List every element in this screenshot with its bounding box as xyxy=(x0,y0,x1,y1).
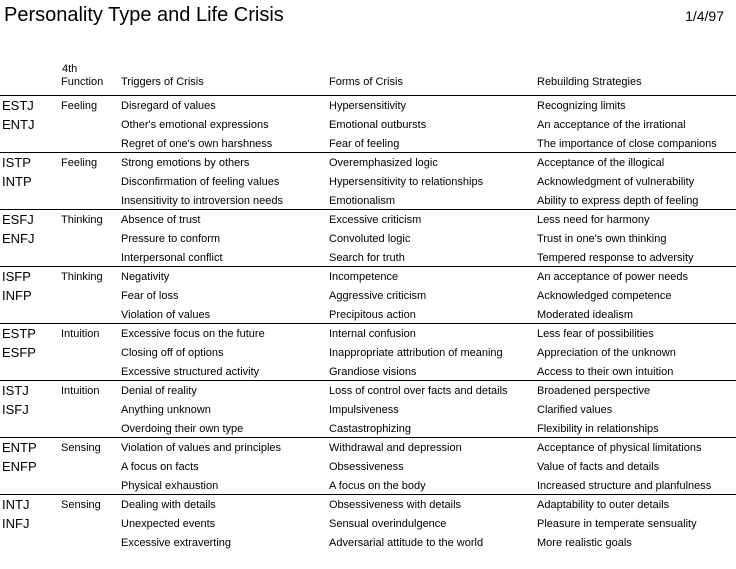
fourth-function: Sensing xyxy=(61,442,101,454)
crisis-form: Loss of control over facts and details xyxy=(329,385,508,397)
crisis-trigger: Fear of loss xyxy=(121,290,179,302)
personality-type: INFJ xyxy=(2,516,30,531)
crisis-trigger: Excessive focus on the future xyxy=(121,328,265,340)
crisis-form: A focus on the body xyxy=(329,480,426,492)
crisis-form: Obsessiveness xyxy=(329,461,404,473)
rebuilding-strategy: Less need for harmony xyxy=(537,214,650,226)
crisis-trigger: Disconfirmation of feeling values xyxy=(121,176,280,188)
type-group xyxy=(0,381,736,438)
rebuilding-strategy: Increased structure and planfulness xyxy=(537,480,712,492)
rebuilding-strategy: Appreciation of the unknown xyxy=(537,347,676,359)
rebuilding-strategy: Tempered response to adversity xyxy=(537,252,694,264)
rebuilding-strategy: Acknowledgment of vulnerability xyxy=(537,176,695,188)
fourth-function: Thinking xyxy=(61,214,103,226)
crisis-trigger: Anything unknown xyxy=(121,404,211,416)
crisis-form: Incompetence xyxy=(329,271,399,283)
rebuilding-strategy: An acceptance of the irrational xyxy=(537,119,686,131)
fourth-function: Thinking xyxy=(61,271,103,283)
header-rebuilding: Rebuilding Strategies xyxy=(537,76,642,88)
fourth-function: Feeling xyxy=(61,100,98,112)
rebuilding-strategy: More realistic goals xyxy=(537,537,632,549)
rebuilding-strategy: Acceptance of the illogical xyxy=(537,157,665,169)
crisis-trigger: Disregard of values xyxy=(121,100,216,112)
rebuilding-strategy: Less fear of possibilities xyxy=(537,328,654,340)
personality-type: ISFP xyxy=(2,269,31,284)
personality-type: ISTJ xyxy=(2,383,29,398)
rebuilding-strategy: Recognizing limits xyxy=(537,100,626,112)
personality-type: ENFP xyxy=(2,459,37,474)
crisis-form: Grandiose visions xyxy=(329,366,417,378)
header-forms: Forms of Crisis xyxy=(329,76,403,88)
type-group xyxy=(0,153,736,210)
crisis-form: Emotional outbursts xyxy=(329,119,427,131)
crisis-form: Withdrawal and depression xyxy=(329,442,462,454)
crisis-form: Sensual overindulgence xyxy=(329,518,447,530)
header-4th-function-line2: Function xyxy=(61,76,104,88)
crisis-trigger: Violation of values and principles xyxy=(121,442,282,454)
rebuilding-strategy: Acknowledged competence xyxy=(537,290,672,302)
type-group xyxy=(0,96,736,153)
personality-type: INTP xyxy=(2,174,32,189)
fourth-function: Intuition xyxy=(61,328,100,340)
crisis-form: Precipitous action xyxy=(329,309,416,321)
crisis-trigger: Dealing with details xyxy=(121,499,216,511)
personality-type: ISFJ xyxy=(2,402,29,417)
crisis-trigger: Regret of one's own harshness xyxy=(121,138,273,150)
crisis-form: Hypersensitivity xyxy=(329,100,407,112)
rebuilding-strategy: Ability to express depth of feeling xyxy=(537,195,699,207)
rebuilding-strategy: Broadened perspective xyxy=(537,385,651,397)
personality-type: ENFJ xyxy=(2,231,35,246)
crisis-form: Fear of feeling xyxy=(329,138,400,150)
personality-type: INTJ xyxy=(2,497,30,512)
rebuilding-strategy: Flexibility in relationships xyxy=(537,423,659,435)
crisis-trigger: Excessive extraverting xyxy=(121,537,232,549)
rebuilding-strategy: Pleasure in temperate sensuality xyxy=(537,518,697,530)
personality-type: ENTJ xyxy=(2,117,35,132)
fourth-function: Intuition xyxy=(61,385,100,397)
crisis-form: Internal confusion xyxy=(329,328,416,340)
rebuilding-strategy: Trust in one's own thinking xyxy=(537,233,667,245)
crisis-form: Obsessiveness with details xyxy=(329,499,462,511)
personality-type: ESFP xyxy=(2,345,36,360)
crisis-trigger: Interpersonal conflict xyxy=(121,252,223,264)
crisis-form: Overemphasized logic xyxy=(329,157,438,169)
crisis-trigger: Denial of reality xyxy=(121,385,197,397)
crisis-form: Emotionalism xyxy=(329,195,396,207)
crisis-form: Adversarial attitude to the world xyxy=(329,537,484,549)
crisis-form: Aggressive criticism xyxy=(329,290,427,302)
crisis-trigger: Overdoing their own type xyxy=(121,423,244,435)
crisis-trigger: Negativity xyxy=(121,271,170,283)
crisis-trigger: Other's emotional expressions xyxy=(121,119,269,131)
header-4th-function-line1: 4th xyxy=(62,63,78,75)
crisis-form: Search for truth xyxy=(329,252,405,264)
type-group xyxy=(0,495,736,552)
type-group xyxy=(0,438,736,495)
personality-type: INFP xyxy=(2,288,32,303)
type-group xyxy=(0,267,736,324)
crisis-form: Impulsiveness xyxy=(329,404,399,416)
crisis-trigger: Insensitivity to introversion needs xyxy=(121,195,284,207)
type-group xyxy=(0,210,736,267)
personality-type: ISTP xyxy=(2,155,31,170)
rebuilding-strategy: An acceptance of power needs xyxy=(537,271,689,283)
personality-type: ENTP xyxy=(2,440,37,455)
header-4th-function xyxy=(61,63,103,89)
fourth-function: Feeling xyxy=(61,157,98,169)
personality-type: ESFJ xyxy=(2,212,34,227)
crisis-trigger: Physical exhaustion xyxy=(121,480,219,492)
page-title: Personality Type and Life Crisis xyxy=(4,4,284,26)
rebuilding-strategy: Adaptability to outer details xyxy=(537,499,670,511)
type-group xyxy=(0,324,736,381)
fourth-function: Sensing xyxy=(61,499,101,511)
personality-type: ESTP xyxy=(2,326,36,341)
crisis-form: Inappropriate attribution of meaning xyxy=(329,347,503,359)
rebuilding-strategy: Moderated idealism xyxy=(537,309,633,321)
crisis-trigger: Excessive structured activity xyxy=(121,366,260,378)
rebuilding-strategy: Access to their own intuition xyxy=(537,366,674,378)
crisis-trigger: Pressure to conform xyxy=(121,233,221,245)
header-triggers: Triggers of Crisis xyxy=(121,76,204,88)
rebuilding-strategy: Clarified values xyxy=(537,404,613,416)
crisis-form: Excessive criticism xyxy=(329,214,422,226)
personality-type: ESTJ xyxy=(2,98,34,113)
crisis-trigger: Violation of values xyxy=(121,309,211,321)
rebuilding-strategy: The importance of close companions xyxy=(537,138,717,150)
rebuilding-strategy: Acceptance of physical limitations xyxy=(537,442,702,454)
rebuilding-strategy: Value of facts and details xyxy=(537,461,660,473)
crisis-form: Castastrophizing xyxy=(329,423,411,435)
crisis-trigger: Unexpected events xyxy=(121,518,216,530)
crisis-trigger: Absence of trust xyxy=(121,214,201,226)
crisis-trigger: Strong emotions by others xyxy=(121,157,250,169)
crisis-trigger: A focus on facts xyxy=(121,461,199,473)
crisis-form: Convoluted logic xyxy=(329,233,411,245)
crisis-form: Hypersensitivity to relationships xyxy=(329,176,484,188)
crisis-trigger: Closing off of options xyxy=(121,347,224,359)
date-label: 1/4/97 xyxy=(685,8,724,24)
